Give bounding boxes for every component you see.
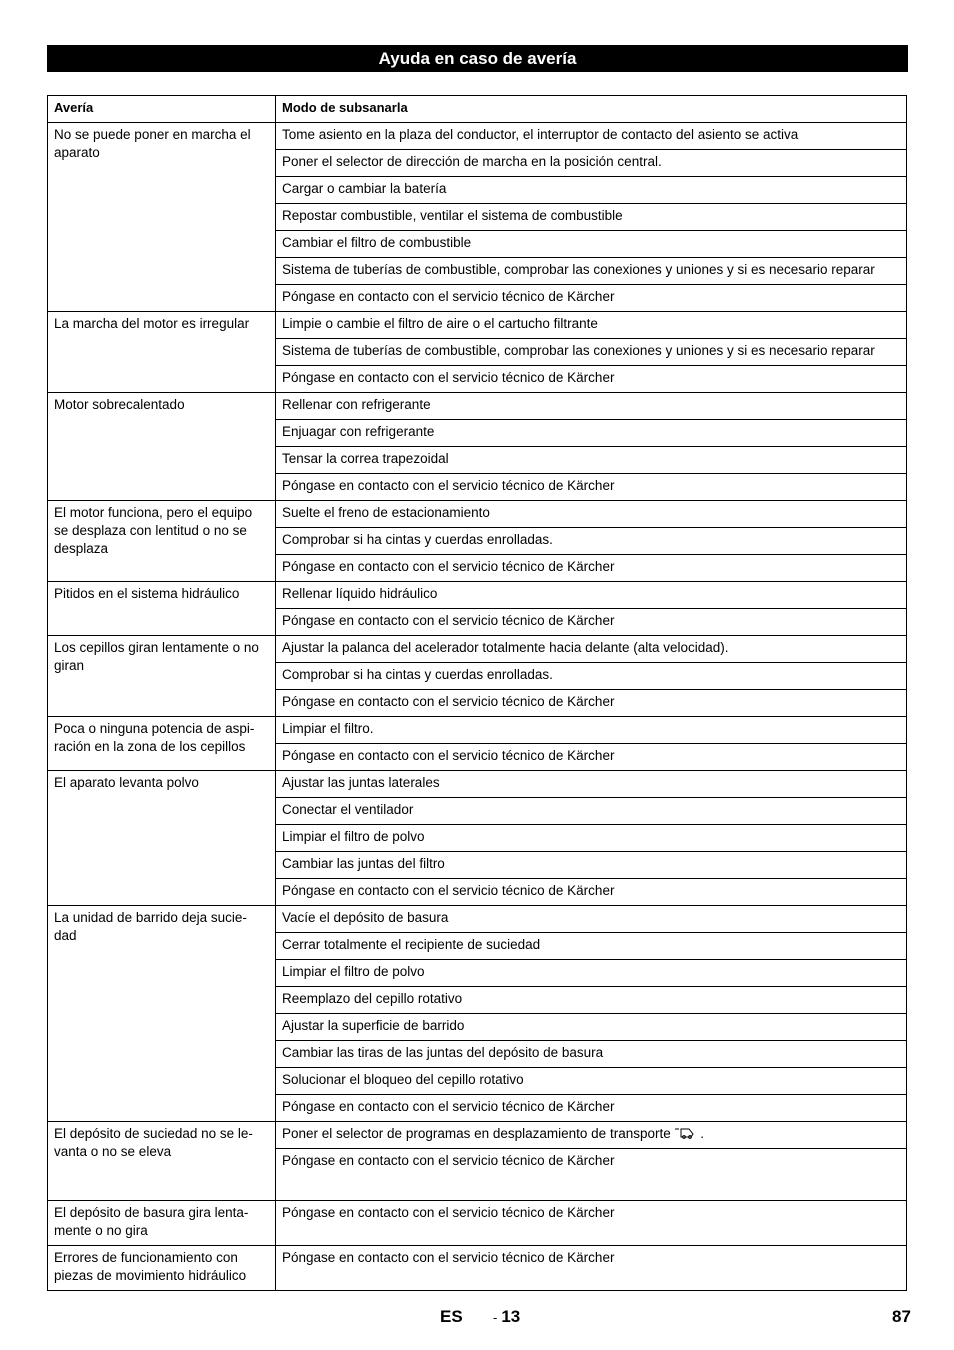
fault-cell: El motor funciona, pero el equipo se desplaza con lentitud o no se desplaza: [48, 501, 276, 582]
remedy-cell: Limpiar el filtro de polvo: [276, 960, 907, 987]
remedy-cell: Cambiar las juntas del filtro: [276, 852, 907, 879]
remedy-cell: Póngase en contacto con el servicio técnico de Kärcher: [276, 609, 907, 636]
table-row: [48, 582, 907, 609]
remedy-cell: Conectar el ventilador: [276, 798, 907, 825]
remedy-cell: Póngase en contacto con el servicio técnico de Kärcher: [276, 744, 907, 771]
fault-cell: Poca o ninguna potencia de aspi-ración en la zona de los cepillos: [48, 717, 276, 771]
section-title: Ayuda en caso de avería: [47, 45, 908, 72]
remedy-cell: Póngase en contacto con el servicio técnico de Kärcher: [276, 690, 907, 717]
fault-cell: Pitidos en el sistema hidráulico: [48, 582, 276, 636]
table-row: [48, 906, 907, 933]
remedy-cell: Sistema de tuberías de combustible, comprobar las conexiones y uniones y si es necesario reparar: [276, 339, 907, 366]
remedy-cell: Limpie o cambie el filtro de aire o el cartucho filtrante: [276, 312, 907, 339]
fault-cell: La marcha del motor es irregular: [48, 312, 276, 393]
remedy-cell: Repostar combustible, ventilar el sistema de combustible: [276, 204, 907, 231]
troubleshooting-table: [47, 95, 907, 1291]
table-row: [48, 123, 907, 150]
remedy-cell: Limpiar el filtro de polvo: [276, 825, 907, 852]
remedy-cell: Póngase en contacto con el servicio técnico de Kärcher: [276, 1201, 907, 1246]
remedy-cell: Rellenar con refrigerante: [276, 393, 907, 420]
table-row: [48, 1246, 907, 1291]
remedy-cell: Tome asiento en la plaza del conductor, el interruptor de contacto del asiento se activa: [276, 123, 907, 150]
fault-cell: No se puede poner en marcha el aparato: [48, 123, 276, 312]
remedy-cell: Póngase en contacto con el servicio técnico de Kärcher: [276, 474, 907, 501]
remedy-cell: Cambiar el filtro de combustible: [276, 231, 907, 258]
remedy-cell: Solucionar el bloqueo del cepillo rotativo: [276, 1068, 907, 1095]
remedy-cell: Comprobar si ha cintas y cuerdas enrolladas.: [276, 663, 907, 690]
fault-cell: El depósito de suciedad no se le-vanta o no se eleva: [48, 1122, 276, 1201]
remedy-cell: Sistema de tuberías de combustible, comprobar las conexiones y uniones y si es necesario reparar: [276, 258, 907, 285]
remedy-cell: Ajustar las juntas laterales: [276, 771, 907, 798]
fault-cell: El depósito de basura gira lenta-mente o no gira: [48, 1201, 276, 1246]
transport-mode-icon: [675, 1127, 697, 1139]
fault-cell: Motor sobrecalentado: [48, 393, 276, 501]
remedy-cell: Ajustar la palanca del acelerador totalmente hacia delante (alta velocidad).: [276, 636, 907, 663]
remedy-cell: Poner el selector de dirección de marcha en la posición central.: [276, 150, 907, 177]
remedy-cell: Rellenar líquido hidráulico: [276, 582, 907, 609]
table-row: [48, 393, 907, 420]
remedy-cell: Póngase en contacto con el servicio técnico de Kärcher: [276, 1246, 907, 1291]
remedy-cell: Cargar o cambiar la batería: [276, 177, 907, 204]
remedy-cell: Ajustar la superficie de barrido: [276, 1014, 907, 1041]
footer-dash: -: [493, 1310, 498, 1325]
remedy-cell: Póngase en contacto con el servicio técnico de Kärcher: [276, 285, 907, 312]
footer-page-number: 87: [892, 1307, 911, 1326]
table-row: [48, 1201, 907, 1246]
footer-section-page-number: 13: [501, 1307, 521, 1326]
fault-cell: La unidad de barrido deja sucie-dad: [48, 906, 276, 1122]
fault-cell: El aparato levanta polvo: [48, 771, 276, 906]
remedy-cell: Póngase en contacto con el servicio técnico de Kärcher: [276, 879, 907, 906]
remedy-cell: Póngase en contacto con el servicio técnico de Kärcher: [276, 555, 907, 582]
remedy-cell: Tensar la correa trapezoidal: [276, 447, 907, 474]
remedy-cell: Enjuagar con refrigerante: [276, 420, 907, 447]
remedy-cell: Poner el selector de programas en desplazamiento de transporte .: [276, 1122, 907, 1149]
table-row: [48, 636, 907, 663]
fault-cell: Errores de funcionamiento con piezas de movimiento hidráulico: [48, 1246, 276, 1291]
remedy-cell: Póngase en contacto con el servicio técnico de Kärcher: [276, 366, 907, 393]
remedy-cell: Cerrar totalmente el recipiente de suciedad: [276, 933, 907, 960]
remedy-cell: Póngase en contacto con el servicio técnico de Kärcher: [276, 1095, 907, 1122]
remedy-cell: Vacíe el depósito de basura: [276, 906, 907, 933]
footer-section-page: [493, 1307, 520, 1327]
header-fault: Avería: [48, 96, 276, 123]
remedy-cell: Suelte el freno de estacionamiento: [276, 501, 907, 528]
remedy-cell: Reemplazo del cepillo rotativo: [276, 987, 907, 1014]
table-row: [48, 312, 907, 339]
remedy-cell: Comprobar si ha cintas y cuerdas enrolladas.: [276, 528, 907, 555]
table-row: [48, 1122, 907, 1149]
footer-language: ES: [440, 1307, 463, 1326]
remedy-cell: Cambiar las tiras de las juntas del depósito de basura: [276, 1041, 907, 1068]
header-remedy: Modo de subsanarla: [276, 96, 907, 123]
remedy-cell: Póngase en contacto con el servicio técnico de Kärcher: [276, 1149, 907, 1201]
table-row: [48, 771, 907, 798]
table-row: [48, 501, 907, 528]
remedy-cell: Limpiar el filtro.: [276, 717, 907, 744]
table-header-row: [48, 96, 907, 123]
remedy-text: Poner el selector de programas en desplazamiento de transporte: [282, 1126, 671, 1141]
fault-cell: Los cepillos giran lentamente o no giran: [48, 636, 276, 717]
table-row: [48, 717, 907, 744]
